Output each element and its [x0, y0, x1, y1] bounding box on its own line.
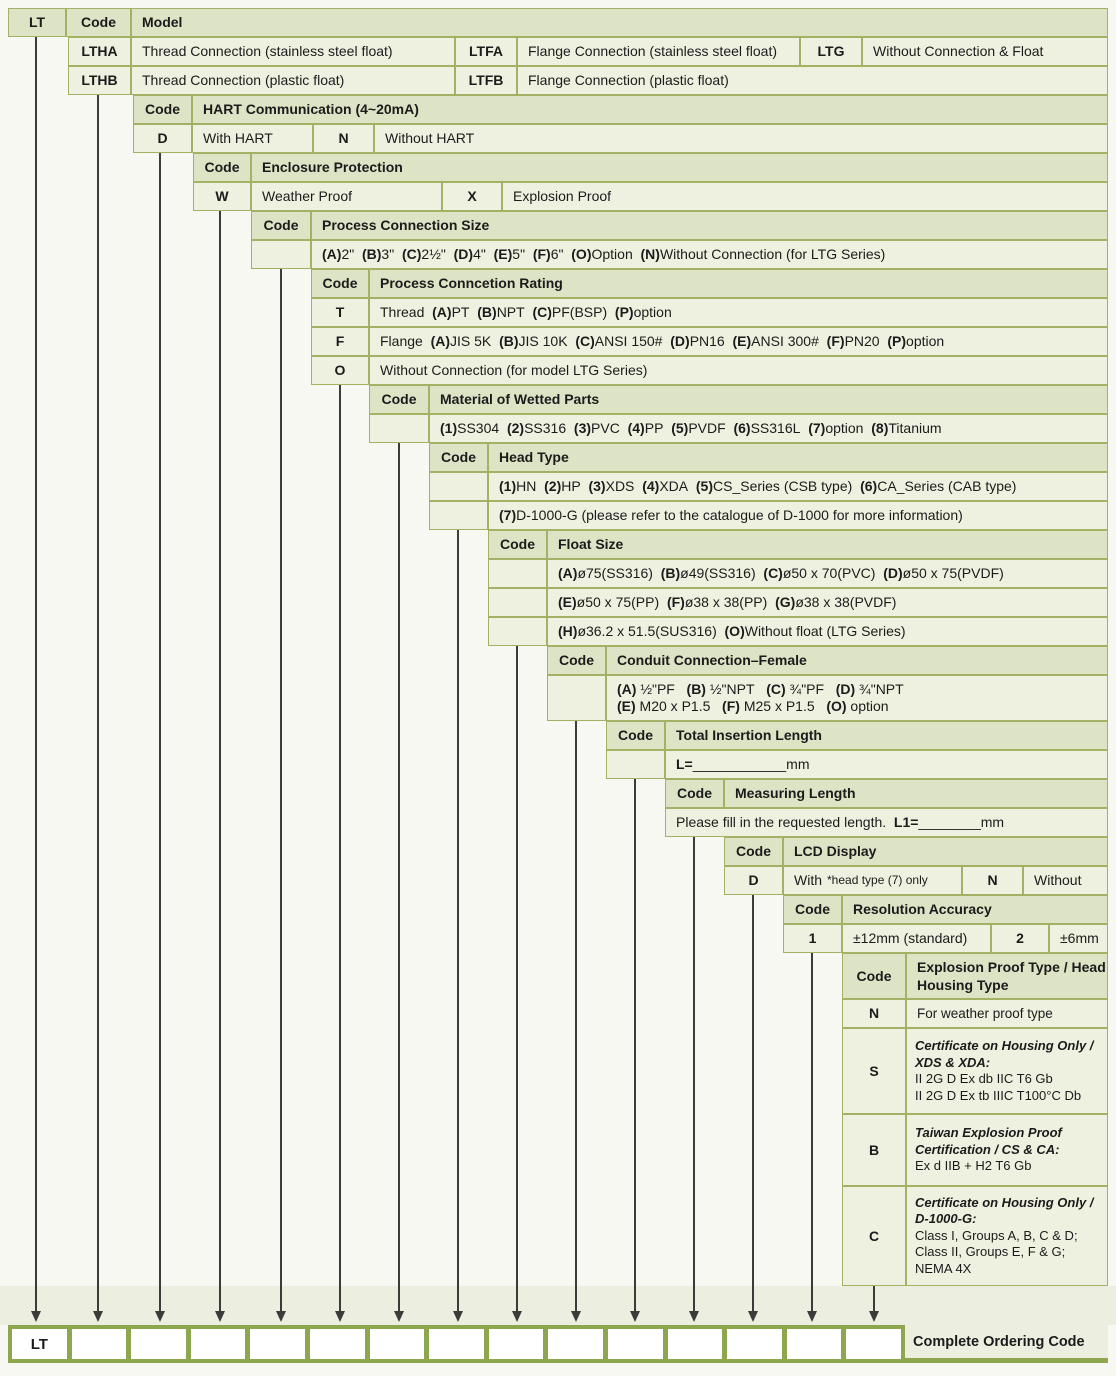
arrow-down-icon [512, 1311, 522, 1322]
insertion-fill-cell: L= ____________mm [665, 750, 1108, 779]
option-cell: ±6mm [1049, 924, 1108, 953]
connector-line [516, 646, 518, 1313]
option-cell: (7) D-1000-G (please refer to the catalogue of D-1000 for more information) [488, 501, 1108, 530]
code-cell-exp-b: B [842, 1114, 906, 1186]
connector-line [219, 211, 221, 1313]
cert-line: NEMA 4X [915, 1260, 972, 1276]
code-cell-ltg: LTG [800, 37, 862, 66]
option-cell: (1) HN (2) HP (3) XDS (4) XDA (5) CS_Series (CSB type) (6) CA_Series (CAB type) [488, 472, 1108, 501]
arrow-down-icon [31, 1311, 41, 1322]
material-code-header: Code [369, 385, 429, 414]
lcd-title: LCD Display [783, 837, 1108, 866]
connector-line [752, 895, 754, 1313]
option-cell [783, 866, 962, 895]
ordering-code-box [489, 1329, 544, 1359]
hart-title: HART Communication (4~20mA) [192, 95, 1108, 124]
ordering-code-box [250, 1329, 305, 1359]
ordering-code-box-root: LT [12, 1329, 67, 1359]
head-title: Head Type [488, 443, 1108, 472]
option-cell: Without [1023, 866, 1108, 895]
cert-line: II 2G D Ex db IIC T6 Gb [915, 1071, 1053, 1086]
option-cell: Thread (A) PT (B) NPT (C) PF(BSP) (P) option [369, 298, 1108, 327]
insertion-code-header: Code [606, 721, 665, 750]
ordering-code-box [787, 1329, 842, 1359]
arrow-down-icon [807, 1311, 817, 1322]
option-cell: Weather Proof [251, 182, 442, 211]
code-cell-exp-s: S [842, 1028, 906, 1114]
option-cell: Flange Connection (stainless steel float) [517, 37, 800, 66]
arrow-down-icon [93, 1311, 103, 1322]
connector-line [97, 95, 99, 1313]
ordering-code-box [727, 1329, 782, 1359]
option-cell: (A) 2" (B) 3" (C) 2½" (D) 4" (E) 5" (F) 6" (O) Option (N) Without Connection (for LTG Series) [311, 240, 1108, 269]
cert-cell-s [906, 1028, 1108, 1114]
lcd-with-label: With [794, 872, 822, 888]
model-code-header: Code [66, 8, 131, 37]
conduit-title: Conduit Connection–Female [606, 646, 1108, 675]
cert-title: Certificate on Housing Only / XDS & XDA: [915, 1038, 1094, 1070]
connector-line [811, 953, 813, 1313]
arrow-down-icon [155, 1311, 165, 1322]
code-cell-f: F [311, 327, 369, 356]
connector-line [575, 721, 577, 1313]
connector-line [398, 443, 400, 1313]
arrow-down-icon [453, 1311, 463, 1322]
code-cell-res-1: 1 [783, 924, 842, 953]
conduit-line-2: (E) M20 x P1.5 (F) M25 x P1.5 (O) option [617, 698, 889, 714]
cert-line: Ex d IIB + H2 T6 Gb [915, 1158, 1032, 1174]
cert-cell-b [906, 1114, 1108, 1186]
measuring-fill-cell: Please fill in the requested length. L1= ________mm [665, 808, 1108, 837]
conduit-line-1: (A) ½"PF (B) ½"NPT (C) ¾"PF (D) ¾"NPT [617, 681, 904, 697]
option-cell: (H) ø36.2 x 51.5(SUS316) (O) Without float (LTG Series) [547, 617, 1108, 646]
option-cell: Thread Connection (plastic float) [131, 66, 455, 95]
code-cell-n: N [313, 124, 374, 153]
code-cell-lcd-n: N [962, 866, 1023, 895]
lcd-with-note: *head type (7) only [827, 873, 928, 887]
connector-line [280, 269, 282, 1313]
float-title: Float Size [547, 530, 1108, 559]
code-cell-t: T [311, 298, 369, 327]
measuring-title: Measuring Length [724, 779, 1108, 808]
code-cell-res-2: 2 [991, 924, 1049, 953]
model-title: Model [131, 8, 1108, 37]
option-cell: Without Connection (for model LTG Series) [369, 356, 1108, 385]
cert-line: Class I, Groups A, B, C & D; [915, 1227, 1078, 1243]
code-cell-ltfa: LTFA [455, 37, 517, 66]
arrow-down-icon [215, 1311, 225, 1322]
cert-line: Class II, Groups E, F & G; [915, 1244, 1066, 1260]
rating-code-header: Code [311, 269, 369, 298]
connector-line [457, 530, 459, 1313]
bottom-band [0, 1286, 1116, 1325]
ordering-code-box [310, 1329, 365, 1359]
cert-line: II 2G D Ex tb IIIC T100°C Db [915, 1087, 1082, 1103]
ordering-code-box [846, 1329, 901, 1359]
ordering-code-box [548, 1329, 603, 1359]
arrow-down-icon [689, 1311, 699, 1322]
explosion-title: Explosion Proof Type / Head Housing Type [906, 953, 1108, 999]
empty-code-cell [547, 675, 606, 721]
connector-line [35, 37, 37, 1313]
lcd-code-header: Code [724, 837, 783, 866]
code-cell-ltha: LTHA [68, 37, 131, 66]
empty-code-cell [251, 240, 311, 269]
empty-code-cell [369, 414, 429, 443]
cert-title: Certificate on Housing Only / D-1000-G: [915, 1194, 1094, 1227]
code-cell-d: D [133, 124, 192, 153]
option-cell: For weather proof type [906, 999, 1108, 1028]
code-cell-o: O [311, 356, 369, 385]
code-cell-w: W [193, 182, 251, 211]
arrow-down-icon [869, 1311, 879, 1322]
option-cell [606, 675, 1108, 721]
measuring-code-header: Code [665, 779, 724, 808]
arrow-down-icon [571, 1311, 581, 1322]
enclosure-code-header: Code [193, 153, 251, 182]
ordering-code-box [370, 1329, 425, 1359]
connector-line [693, 837, 695, 1313]
empty-code-cell [429, 472, 488, 501]
option-cell: (1) SS304 (2) SS316 (3) PVC (4) PP (5) PVDF (6) SS316L (7) option (8) Titanium [429, 414, 1108, 443]
option-cell: Flange Connection (plastic float) [517, 66, 1108, 95]
connector-line [159, 153, 161, 1313]
complete-ordering-code-strip [8, 1325, 905, 1363]
option-cell: ±12mm (standard) [842, 924, 991, 953]
hart-code-header: Code [133, 95, 192, 124]
root-code-cell: LT [8, 8, 66, 37]
empty-code-cell [606, 750, 665, 779]
ordering-code-box [608, 1329, 663, 1359]
connector-line [634, 779, 636, 1313]
material-title: Material of Wetted Parts [429, 385, 1108, 414]
code-cell-exp-n: N [842, 999, 906, 1028]
empty-code-cell [429, 501, 488, 530]
connector-line [873, 1286, 875, 1313]
arrow-down-icon [335, 1311, 345, 1322]
enclosure-title: Enclosure Protection [251, 153, 1108, 182]
arrow-down-icon [394, 1311, 404, 1322]
size-title: Process Connection Size [311, 211, 1108, 240]
option-cell: Flange (A) JIS 5K (B) JIS 10K (C) ANSI 150# (D) PN16 (E) ANSI 300# (F) PN20 (P) option [369, 327, 1108, 356]
insertion-title: Total Insertion Length [665, 721, 1108, 750]
code-cell-lcd-d: D [724, 866, 783, 895]
explosion-code-header: Code [842, 953, 906, 999]
ordering-code-box [429, 1329, 484, 1359]
option-cell: Without HART [374, 124, 1108, 153]
ordering-code-box [668, 1329, 723, 1359]
size-code-header: Code [251, 211, 311, 240]
option-cell: (E) ø50 x 75(PP) (F) ø38 x 38(PP) (G) ø38 x 38(PVDF) [547, 588, 1108, 617]
float-code-header: Code [488, 530, 547, 559]
arrow-down-icon [748, 1311, 758, 1322]
ordering-code-box [72, 1329, 127, 1359]
complete-ordering-code-label: Complete Ordering Code [905, 1325, 1108, 1363]
head-code-header: Code [429, 443, 488, 472]
resolution-title: Resolution Accuracy [842, 895, 1108, 924]
resolution-code-header: Code [783, 895, 842, 924]
arrow-down-icon [630, 1311, 640, 1322]
option-cell: (A) ø75(SS316) (B) ø49(SS316) (C) ø50 x 70(PVC) (D) ø50 x 75(PVDF) [547, 559, 1108, 588]
cert-title: Taiwan Explosion Proof Certification / CS & CA: [915, 1125, 1062, 1157]
option-cell: Explosion Proof [502, 182, 1108, 211]
empty-code-cell [488, 588, 547, 617]
arrow-down-icon [276, 1311, 286, 1322]
option-cell: With HART [192, 124, 313, 153]
empty-code-cell [488, 559, 547, 588]
code-cell-x: X [442, 182, 502, 211]
empty-code-cell [488, 617, 547, 646]
rating-title: Process Conncetion Rating [369, 269, 1108, 298]
code-cell-lthb: LTHB [68, 66, 131, 95]
code-cell-exp-c: C [842, 1186, 906, 1286]
conduit-code-header: Code [547, 646, 606, 675]
option-cell: Without Connection & Float [862, 37, 1108, 66]
option-cell: Thread Connection (stainless steel float) [131, 37, 455, 66]
ordering-code-box [131, 1329, 186, 1359]
ordering-code-box [191, 1329, 246, 1359]
code-cell-ltfb: LTFB [455, 66, 517, 95]
connector-line [339, 385, 341, 1313]
cert-cell-c [906, 1186, 1108, 1286]
